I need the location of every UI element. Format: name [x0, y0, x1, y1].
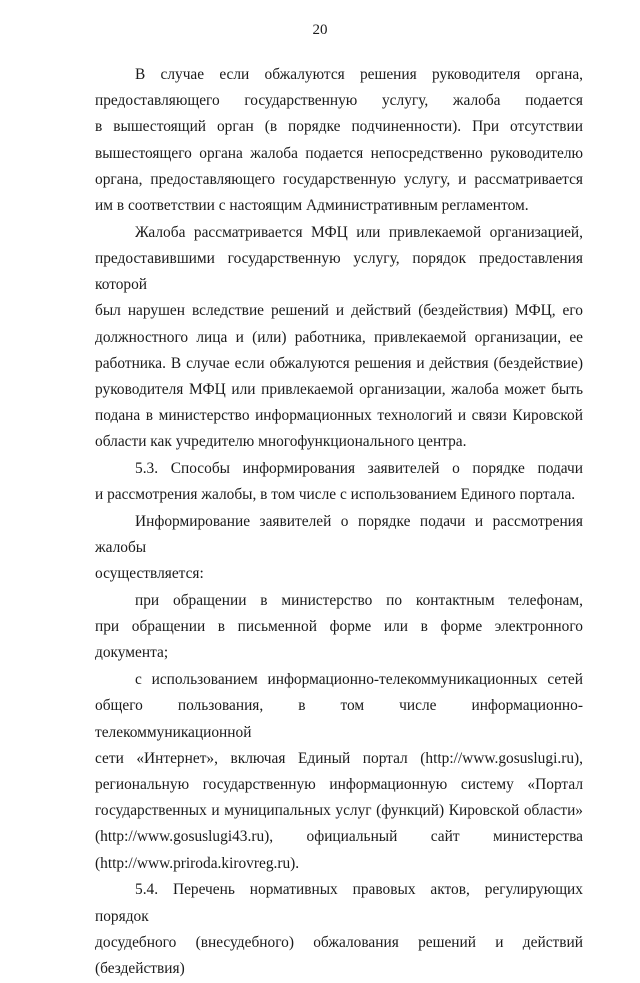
text-line: общего пользования, в том числе информационно-телекоммуникационной: [95, 697, 583, 741]
text-line: досудебного (внесудебного) обжалования решений и действий (бездействия): [95, 933, 583, 977]
text-line: должностного лица и (или) работника, привлекаемой организации, ее: [95, 328, 583, 346]
text-line: Информирование заявителей о порядке подачи и рассмотрения жалобы: [95, 512, 583, 557]
text-line: им в соответствии с настоящим Административным регламентом.: [95, 197, 529, 215]
text-line: при обращении в письменной форме или в форме электронного документа;: [95, 618, 583, 662]
page-number: 20: [312, 22, 328, 38]
text-line: при обращении в министерство по контактным телефонам,: [135, 592, 583, 610]
paragraph-informing: [95, 509, 583, 588]
text-line: государственных и муниципальных услуг (функций) Кировской области»: [95, 802, 583, 820]
text-line: (http://www.priroda.kirovreg.ru).: [95, 854, 300, 872]
text-line: Жалоба рассматривается МФЦ или привлекаемой организацией,: [135, 223, 583, 241]
text-line: органа, предоставляющего государственную услугу, и рассматривается: [95, 170, 583, 188]
paragraph-by-internet: [95, 667, 583, 877]
section-5-4-heading: [95, 877, 583, 982]
text-line: предоставившими государственную услугу, порядок предоставления которой: [95, 249, 583, 294]
text-line: осуществляется:: [95, 565, 204, 583]
text-line: предоставляющего государственную услугу, жалоба подается: [95, 92, 583, 110]
text-line: работника. В случае если обжалуются решения и действия (бездействие): [95, 354, 583, 372]
paragraph-by-phone: [95, 588, 583, 667]
text-line: сети «Интернет», включая Единый портал (http://www.gosuslugi.ru),: [95, 749, 583, 767]
paragraph-appeal-to-superior: [95, 62, 583, 219]
text-line: в вышестоящий орган (в порядке подчиненности). При отсутствии: [95, 118, 583, 136]
document-body: [95, 62, 583, 983]
text-line: 5.3. Способы информирования заявителей о порядке подачи: [135, 460, 583, 478]
section-5-3-heading: [95, 456, 583, 508]
text-line: с использованием информационно-телекоммуникационных сетей: [135, 671, 583, 689]
text-line: и рассмотрения жалобы, в том числе с использованием Единого портала.: [95, 486, 576, 504]
text-line: руководителя МФЦ или привлекаемой организации, жалоба может быть: [95, 380, 583, 398]
text-line: подана в министерство информационных технологий и связи Кировской: [95, 407, 583, 425]
text-line: был нарушен вследствие решений и действий (бездействия) МФЦ, его: [95, 302, 583, 320]
text-line: вышестоящего органа жалоба подается непосредственно руководителю: [95, 144, 583, 162]
text-line: В случае если обжалуются решения руководителя органа,: [135, 66, 583, 83]
paragraph-mfc-complaint: [95, 220, 583, 456]
text-line: области как учредителю многофункционального центра.: [95, 433, 467, 451]
text-line: (http://www.gosuslugi43.ru), официальный сайт министерства: [95, 828, 583, 846]
text-line: 5.4. Перечень нормативных правовых актов, регулирующих порядок: [95, 881, 583, 925]
text-line: региональную государственную информационную систему «Портал: [95, 775, 583, 793]
